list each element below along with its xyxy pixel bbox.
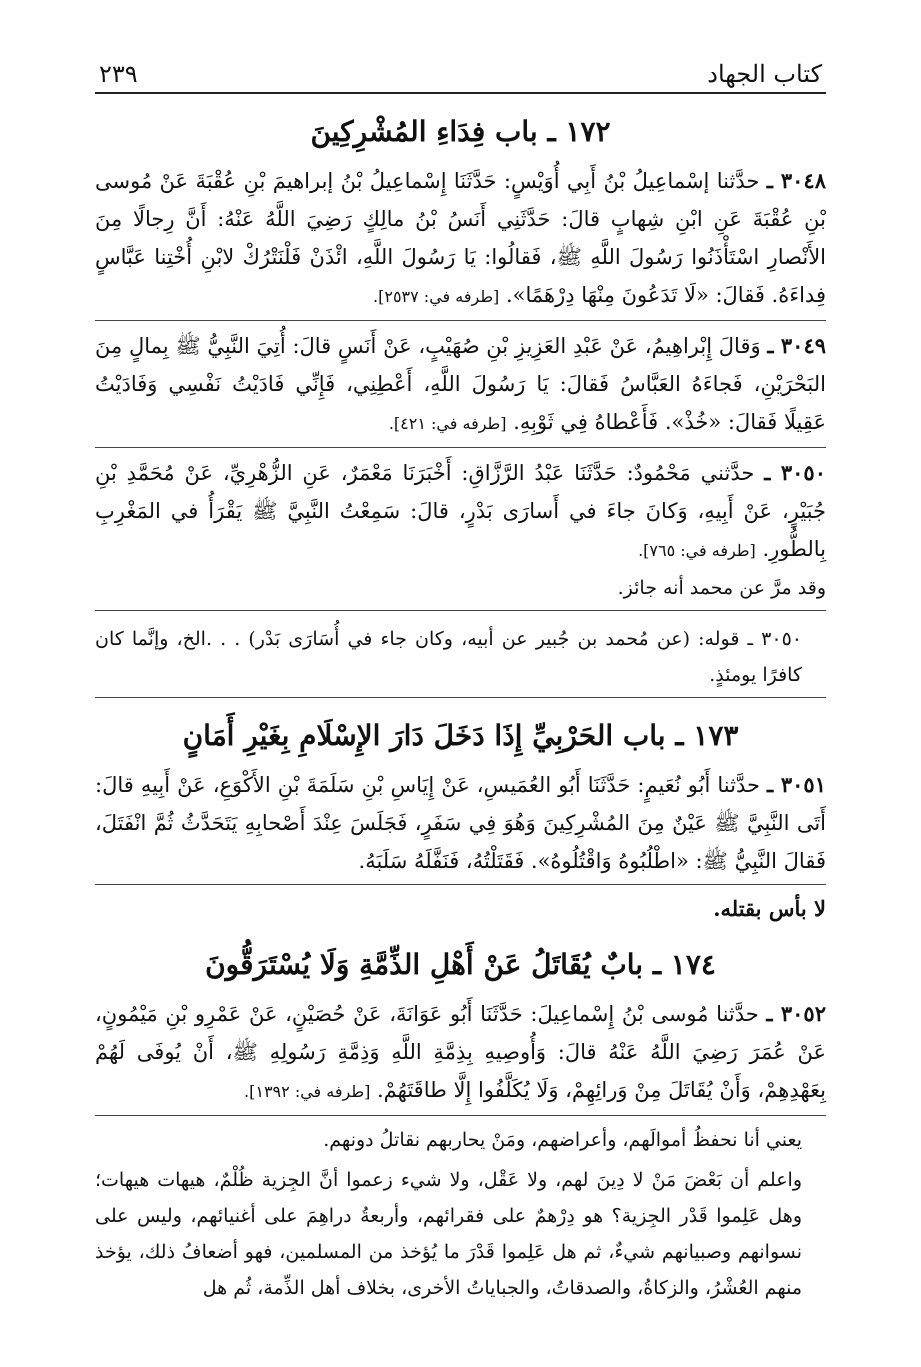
hadith-text: وَقالَ إِبْراهِيمُ، عَنْ عَبْدِ العَزِيزِ بْنِ صُهَيْبٍ، عَنْ أَنَسٍ قالَ: أُتِيَ النَّبِيُّ ﷺ بِمالٍ مِنَ البَحْرَيْنِ، فَجاءَهُ العَبَّاسُ فَقالَ: يَا رَسُولَ اللَّهِ، أَعْطِنِي، فَإِنِّي فَادَيْتُ نَفْسِي وَفَادَيْتُ عَقِيلًا فَقالَ: «خُذْ». فَأَعْطاهُ فِي ثَوْبِهِ. [95,334,826,434]
hadith-paragraph [95,454,826,570]
commentary-note: لا بأس بقتله. [713,896,826,921]
hadith-paragraph [95,995,826,1116]
page-number: ٢٣٩ [99,60,138,88]
commentary-note: ٣٠٥٠ ـ قوله: (عن مُحمد بن جُبير عن أبيه، وكان جاء في أُسَارَى بَدْر) . . .الخ، وإنَّما كان كافرًا يومئذٍ. [95,621,826,698]
hadith-paragraph [95,162,826,321]
hadith-number: ٣٠٤٨ ـ [766,168,826,193]
hadith-number: ٣٠٤٩ ـ [767,333,827,358]
cross-reference: [طرفه في: ٤٢١]. [388,414,507,433]
chapter-heading: ١٧٢ ـ باب فِدَاءِ المُشْرِكِينَ [310,115,611,148]
hadith-number: ٣٠٥٢ ـ [766,1001,826,1026]
hadith-paragraph [95,766,826,885]
commentary-note: يعني أنا نحفظُ أموالَهم، وأعراضهم، ومَنْ يحاربهم نقاتلُ دونهم. [323,1129,802,1151]
hadith-text: حدَّثنا مُوسى بْنُ إِسْماعِيلَ: حَدَّثَنَا أَبُو عَوَانَةَ، عَنْ حُصَيْنٍ، عَنْ عَمْرِو بْنِ مَيْمُونٍ، عَنْ عُمَرَ رَضِيَ اللَّهُ عَنْهُ قالَ: وَأُوصِيهِ بِذِمَّةِ اللَّهِ وَذِمَّةِ رَسُولِهِ ﷺ، أَنْ يُوفَى لَهُمْ بِعَهْدِهِمْ، وَأَنْ يُقَاتَلَ مِنْ وَرائِهِمْ، وَلَا يُكَلَّفُوا إِلَّا طاقَتَهُمْ. [95,1002,826,1102]
hadith-number: ٣٠٥٠ ـ [764,460,826,485]
cross-reference: [طرفه في: ١٣٩٢]. [244,1082,371,1101]
commentary-note: واعلم أن بَعْضَ مَنْ لا دِينَ لهم، ولا عَقْل، ولا شيء زعموا أنَّ الجِزية ظُلْمٌ، هيهات هيهات؛ وهل عَلِموا قَدْر الجِزية؟ هو دِرْهمٌ على فقرائهم، وأربعةُ دراهِمَ على أغنيائهم، وليس على نسوانهم وصبيانهم شيءٌ، ثم هل عَلِموا قَدْرَ ما يُؤخذ من المسلمين، فهو أضعافُ ذلك، يؤخذ منهم العُشْرُ، والزكاةُ، والصدقاتُ، والجباياتُ الأخرى، بخلاف أهل الذِّمة، ثُم هل [95,1169,802,1299]
hadith-text: حدَّثنا إسْماعِيلُ بْنُ أَبِي أُوَيْسٍ: حَدَّثَنَا إِسْماعِيلُ بْنُ إبراهيمَ بْنِ عُقْبَةَ عَنْ مُوسى بْنِ عُقْبَةَ عَنِ ابْنِ شِهابٍ قالَ: حَدَّثَنِي أَنَسُ بْنُ مالِكٍ رَضِيَ اللَّهُ عَنْهُ: أَنَّ رِجالًا مِنَ الأَنْصارِ اسْتَأْذَنُوا رَسُولَ اللَّهِ ﷺ، فَقالُوا: يَا رَسُولَ اللَّهِ، ائْذَنْ فَلْنَتْرُكْ لابْنِ أُخْتِنا عَبَّاسٍ فِداءَهُ. فَقالَ: «لَا تَدَعُونَ مِنْهَا دِرْهَمًا». [95,169,826,307]
book-title: كتاب الجهاد [707,60,822,88]
chapter-heading: ١٧٤ ـ بابٌ يُقَاتَلُ عَنْ أَهْلِ الذِّمَّةِ وَلَا يُسْتَرَقُّونَ [205,948,716,981]
hadith-number: ٣٠٥١ ـ [767,772,826,797]
hadith-text: حدَّثنا أَبُو نُعَيمٍ: حَدَّثَنَا أَبُو العُمَيسِ، عَنْ إِيَاسِ بْنِ سَلَمَةَ بْنِ الأَكْوَعِ، عَنْ أَبِيهِ قالَ: أَتَى النَّبِيَّ ﷺ عَيْنٌ مِنَ المُشْرِكِينَ وَهُوَ فِي سَفَرٍ، فَجَلَسَ عِنْدَ أَصْحابِهِ يَتَحَدَّثُ ثُمَّ انْفَتَلَ، فَقالَ النَّبِيُّ ﷺ: «اطْلُبُوهُ وَاقْتُلُوهُ». فَقَتَلْتُهُ، فَنَفَّلَهُ سَلَبَهُ. [95,773,826,873]
cross-reference: [طرفه في: ٧٦٥]. [638,541,756,560]
chapter-heading: ١٧٣ ـ باب الحَرْبِيِّ إِذَا دَخَلَ دَارَ الإِسْلَامِ بِغَيْرِ أَمَانٍ [182,719,739,752]
hadith-paragraph [95,327,826,448]
commentary-note: وقد مرَّ عن محمد أنه جائز. [95,570,826,611]
running-header [95,60,826,94]
hadith-text: حدَّثني مَحْمُودٌ: حَدَّثَنَا عَبْدُ الرَّزَّاقِ: أَخْبَرَنَا مَعْمَرٌ، عَنِ الزُّهْرِيِّ، عَنْ مُحَمَّدِ بْنِ جُبَيْرٍ، عَنْ أَبِيهِ، وَكانَ جاءَ في أَسارَى بَدْرٍ، قالَ: سَمِعْتُ النَّبِيَّ ﷺ يَقْرَأُ في المَغْرِبِ بِالطُّورِ. [95,461,826,561]
cross-reference: [طرفه في: ٢٥٣٧]. [373,287,500,306]
